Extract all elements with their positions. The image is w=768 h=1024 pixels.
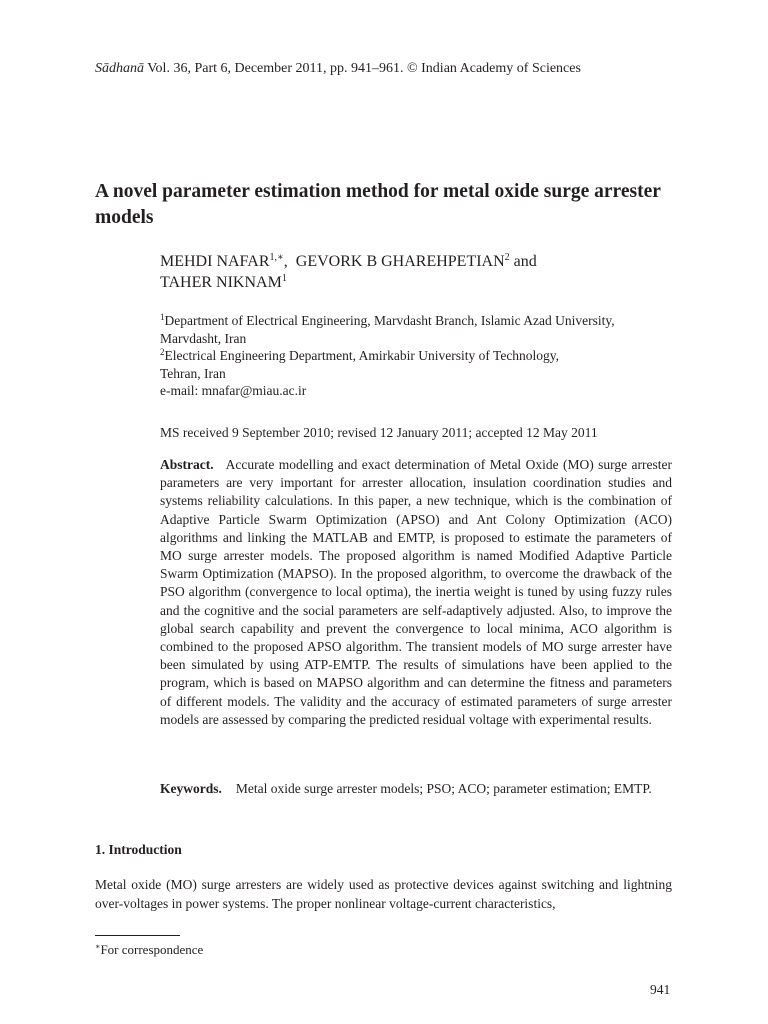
affiliation-marker: 2	[160, 347, 165, 357]
author-affiliation-marker: 1	[281, 273, 287, 284]
section-heading: 1. Introduction	[95, 842, 182, 857]
abstract-label: Abstract.	[160, 457, 214, 472]
affiliation-2: $^2$Electrical Engineering Department, Amirkabir University of Technology,	[160, 347, 560, 363]
affiliations	[160, 312, 680, 400]
author-list: MEHDI $NAFAR^{1,∗}$, GEVORK B GHAREHPETIAN$^2$ and TAHER NIKNAM$^1$	[160, 252, 537, 291]
affiliation-1: $^1$Department of Electrical Engineering, Marvdasht Branch, Islamic Azad University,	[160, 312, 615, 328]
page-number: 941	[650, 982, 671, 997]
affiliation-1-city: Marvdasht, Iran	[160, 330, 247, 346]
manuscript-dates: MS received 9 September 2010; revised 12 January 2011; accepted 12 May 2011	[160, 425, 598, 440]
author-affiliation-marker: 2	[504, 252, 510, 263]
journal-publisher: Indian Academy of Sciences	[421, 61, 581, 76]
keywords-text: Metal oxide surge arrester models; PSO; ACO; parameter estimation; EMTP.	[235, 781, 652, 796]
introduction-paragraph: Metal oxide (MO) surge arresters are widely used as protective devices against switching and lightning over-voltages in power systems. The proper nonlinear voltage-current characteristics,	[95, 877, 672, 911]
paper-title: A novel parameter estimation method for metal oxide surge arrester models	[95, 181, 661, 228]
author-name: GEVORK B GHAREHPETIAN	[295, 253, 505, 270]
journal-name: Sādhanā	[95, 61, 144, 76]
journal-citation	[95, 60, 581, 78]
footnote	[95, 941, 203, 958]
corresponding-email[interactable]: e-mail: mnafar@miau.ac.ir	[160, 383, 307, 398]
copyright-symbol: ©	[407, 61, 418, 76]
footnote-marker: ∗	[95, 942, 101, 951]
abstract-text: Accurate modelling and exact determination of Metal Oxide (MO) surge arrester parameters are very important for arrester allocation, insulation coordination studies and systems reliability calculations. In this paper, a new technique, which is the combination of Adaptive Particle Swarm Optimization (APSO) and Ant Colony Optimization (ACO) algorithms and linking the MATLAB and EMTP, is proposed to estimate the parameters of MO surge arrester models. The proposed algorithm is named Modified Adaptive Particle Swarm Optimization (MAPSO). In the proposed algorithm, to overcome the drawback of the PSO algorithm (convergence to local optima), the inertia weight is tuned by using fuzzy rules and the cognitive and the social parameters are self-adaptively adjusted. Also, to improve the global search capability and prevent the convergence to local minima, ACO algorithm is combined to the proposed APSO algorithm. The transient models of MO surge arrester have been simulated by using ATP-EMTP. The results of simulations have been applied to the program, which is based on MAPSO algorithm and can determine the fitness and parameters of different models. The validity and the accuracy of estimated parameters of surge arrester models are assessed by comparing the predicted residual voltage with experimental results.	[160, 457, 672, 727]
author-affiliation-marker: 1,∗	[269, 252, 284, 263]
affiliation-2-city: Tehran, Iran	[160, 365, 226, 381]
affiliation-marker: 1	[160, 312, 165, 322]
footnote-rule	[95, 935, 180, 936]
author-name: MEHDI NAFAR	[160, 253, 270, 270]
author-name: TAHER NIKNAM	[160, 274, 282, 291]
author-conjunction: and	[513, 253, 537, 270]
keywords	[160, 780, 672, 798]
abstract	[160, 456, 672, 729]
footnote-text: For correspondence	[100, 942, 204, 957]
journal-volume-info: Vol. 36, Part 6, December 2011, pp. 941–961.	[147, 61, 404, 76]
keywords-label: Keywords.	[160, 781, 222, 796]
